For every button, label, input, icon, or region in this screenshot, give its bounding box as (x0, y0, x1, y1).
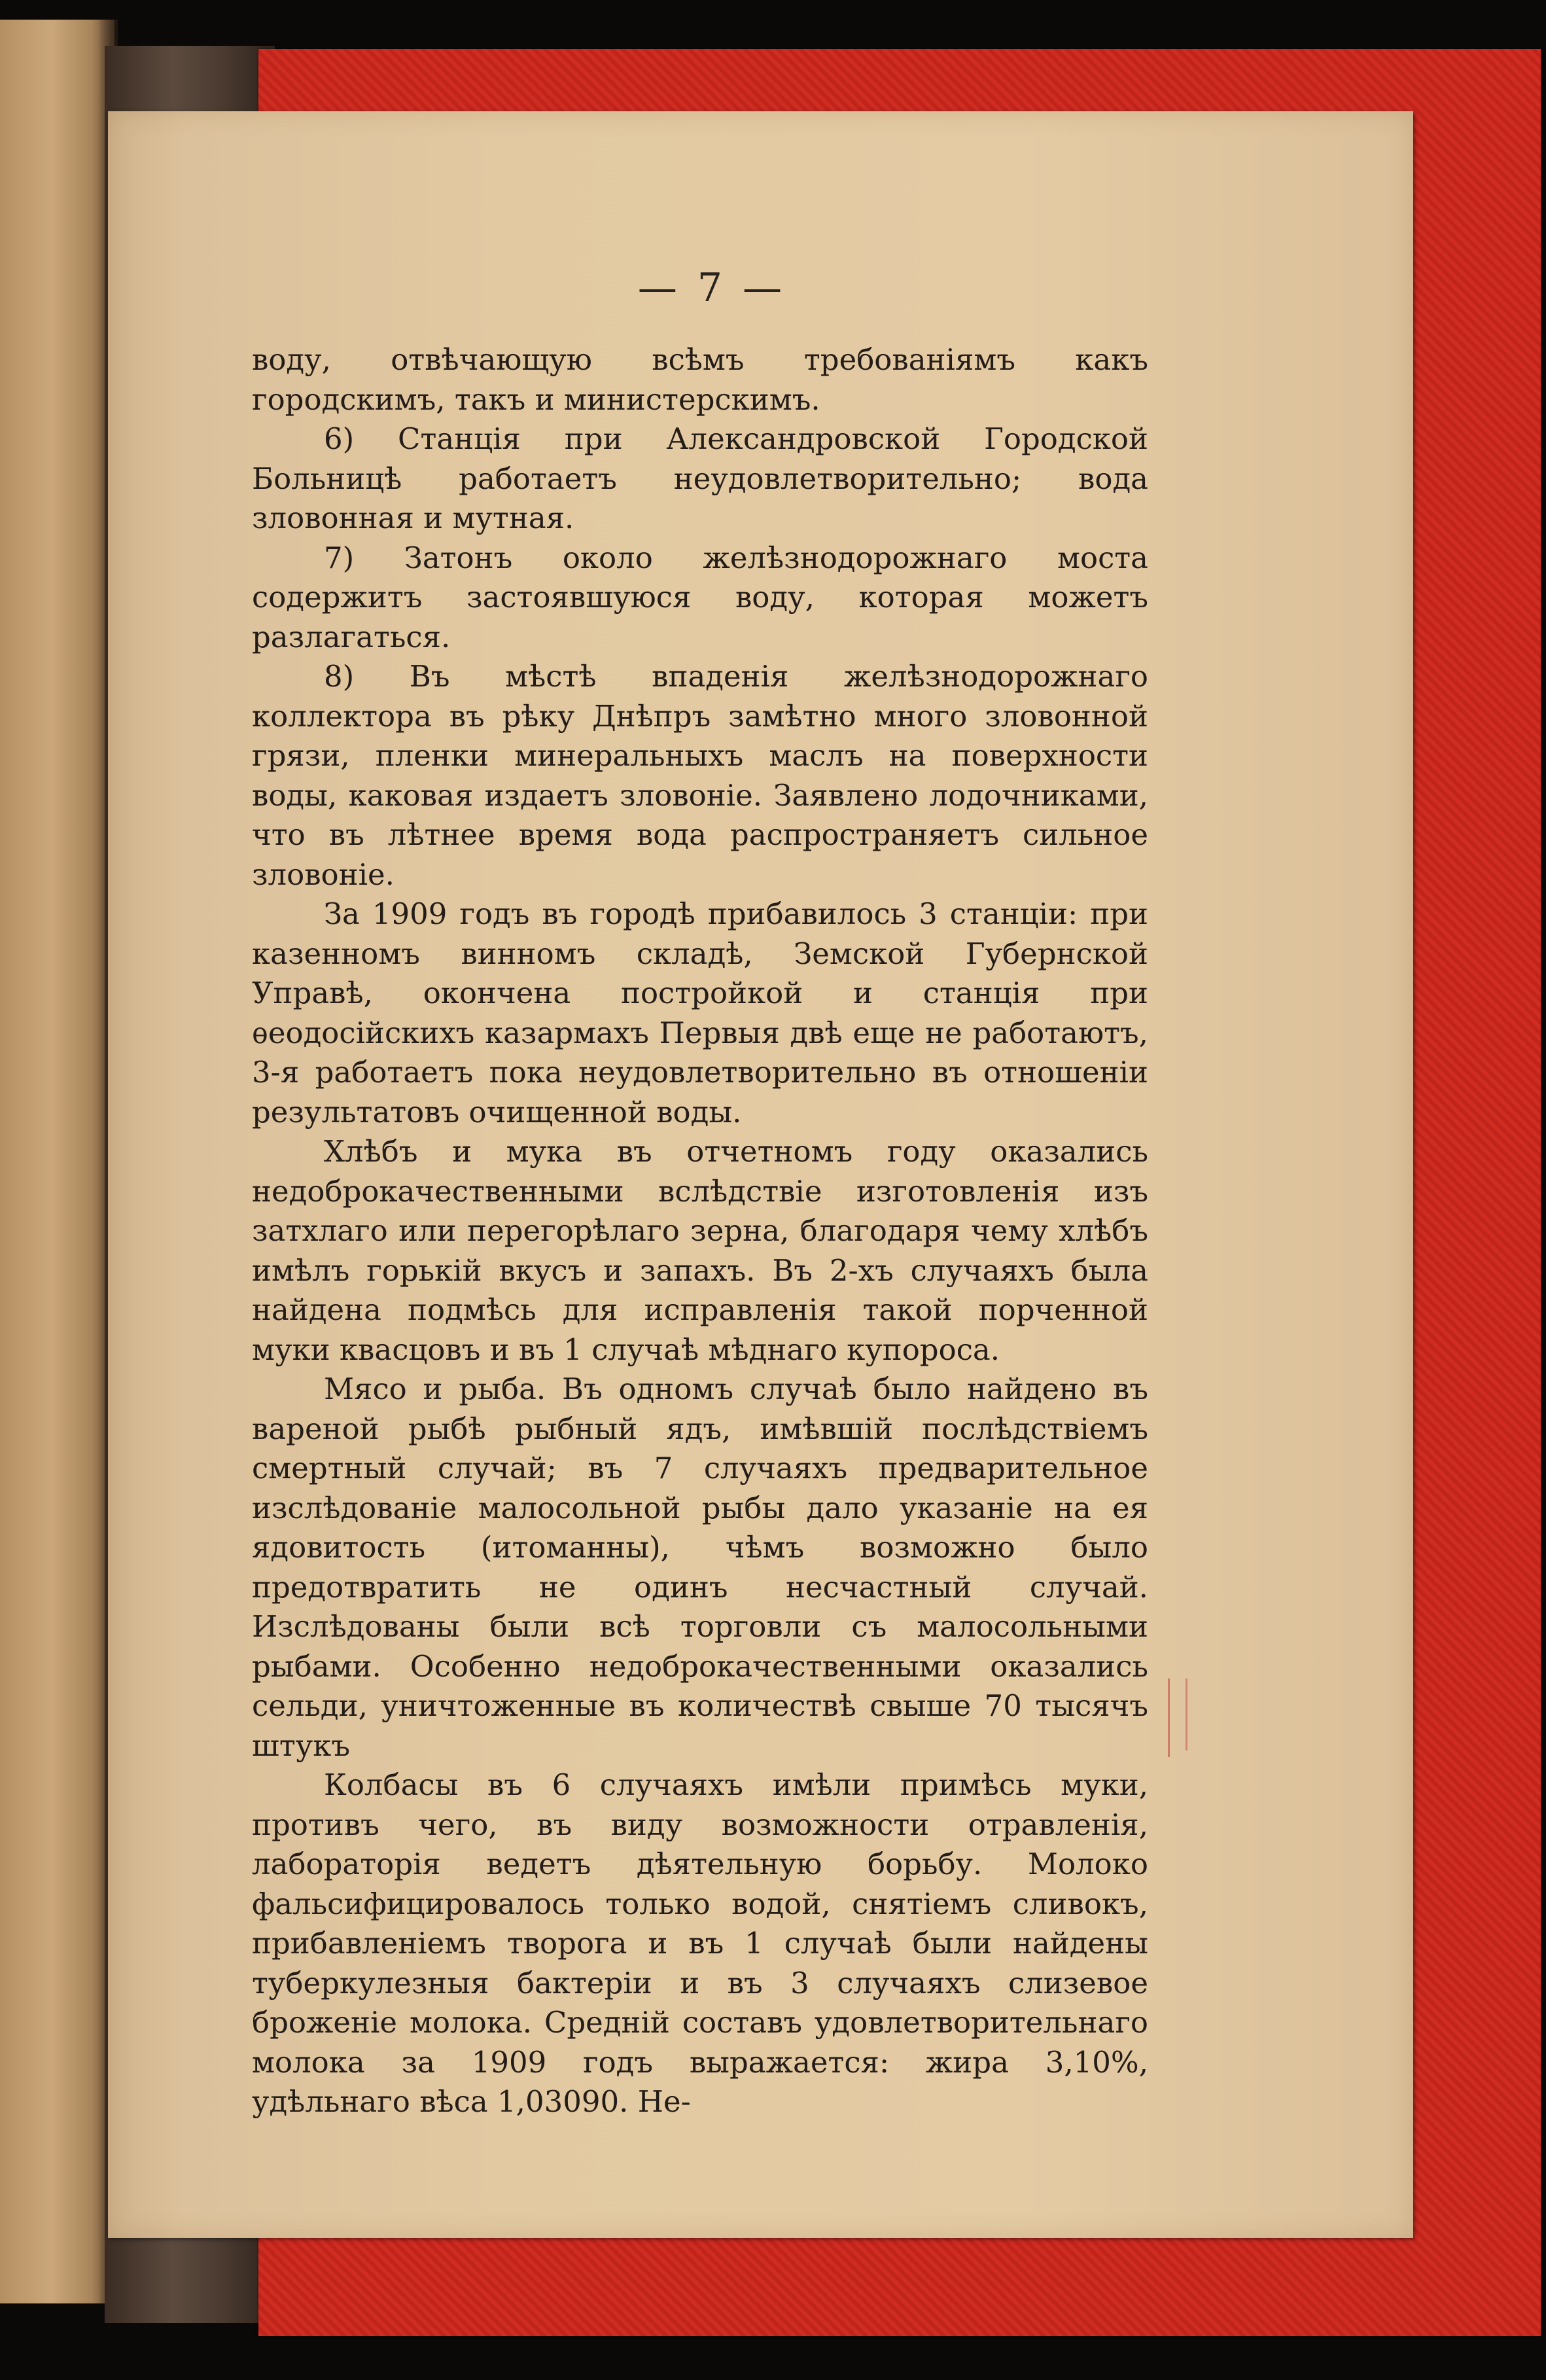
paragraph: Мясо и рыба. Въ одномъ случаѣ было найдено въ вареной рыбѣ рыбный ядъ, имѣвшій послѣдствіемъ смертный случай; въ 7 случаяхъ предварительное изслѣдованіе малосольной рыбы дало указаніе на ея ядовитость (итоманны), чѣмъ возможно было предотвратить не одинъ несчастный случай. Изслѣдованы были всѣ торговли съ малосольными рыбами. Особенно недоброкачественными оказались сельди, уничтоженные въ количествѣ свыше 70 тысячъ штукъ (252, 1372, 1148, 1763)
left-page-edge (0, 20, 114, 2303)
paragraph: 7) Затонъ около желѣзнодорожнаго моста содержитъ застоявшуюся воду, которая можетъ разлагаться. (252, 540, 1148, 654)
page-number: — 7 — (637, 265, 786, 311)
margin-mark (1168, 1678, 1209, 1757)
paragraph: Хлѣбъ и мука въ отчетномъ году оказались недоброкачественными вслѣдствіе изготовленія изъ затхлаго или перегорѣлаго зерна, благодаря чему хлѣбъ имѣлъ горькій вкусъ и запахъ. Въ 2-хъ случаяхъ была найдена подмѣсь для исправленія такой порченной муки квасцовъ и въ 1 случаѣ мѣднаго купороса. (252, 1134, 1148, 1367)
paragraph: 6) Станція при Александровской Городской Больницѣ работаетъ неудовлетворительно; вода зловонная и мутная. (252, 421, 1148, 535)
paragraph: Колбасы въ 6 случаяхъ имѣли примѣсь муки, противъ чего, въ виду возможности отравленія, лабораторія ведетъ дѣятельную борьбу. Молоко фальсифицировалось только водой, снятіемъ сливокъ, прибавленіемъ творога и въ 1 случаѣ были найдены туберкулезныя бактеріи и въ 3 случаяхъ слизевое броженіе молока. Средній составъ удовлетворительнаго молока за 1909 годъ выражается: жира 3,10%, удѣльнаго вѣса 1,03090. Не- (252, 1767, 1148, 2119)
paragraph: 8) Въ мѣстѣ впаденія желѣзнодорожнаго коллектора въ рѣку Днѣпръ замѣтно много зловонной грязи, пленки минеральныхъ маслъ на поверхности воды, каковая издаетъ зловоніе. Заявлено лодочниками, что въ лѣтнее время вода распространяетъ сильное зловоніе. (252, 659, 1148, 892)
paragraph: За 1909 годъ въ городѣ прибавилось 3 станціи: при казенномъ винномъ складѣ, Земской Губернской Управѣ, окончена постройкой и станція при ѳеодосійскихъ казармахъ Первыя двѣ еще не работаютъ, 3-я работаетъ пока неудовлетворительно въ отношеніи результатовъ очищенной воды. (252, 897, 1148, 1129)
body-text (252, 340, 1148, 2122)
paragraph: воду, отвѣчающую всѣмъ требованіямъ какъ городскимъ, такъ и министерскимъ. (252, 342, 1148, 417)
